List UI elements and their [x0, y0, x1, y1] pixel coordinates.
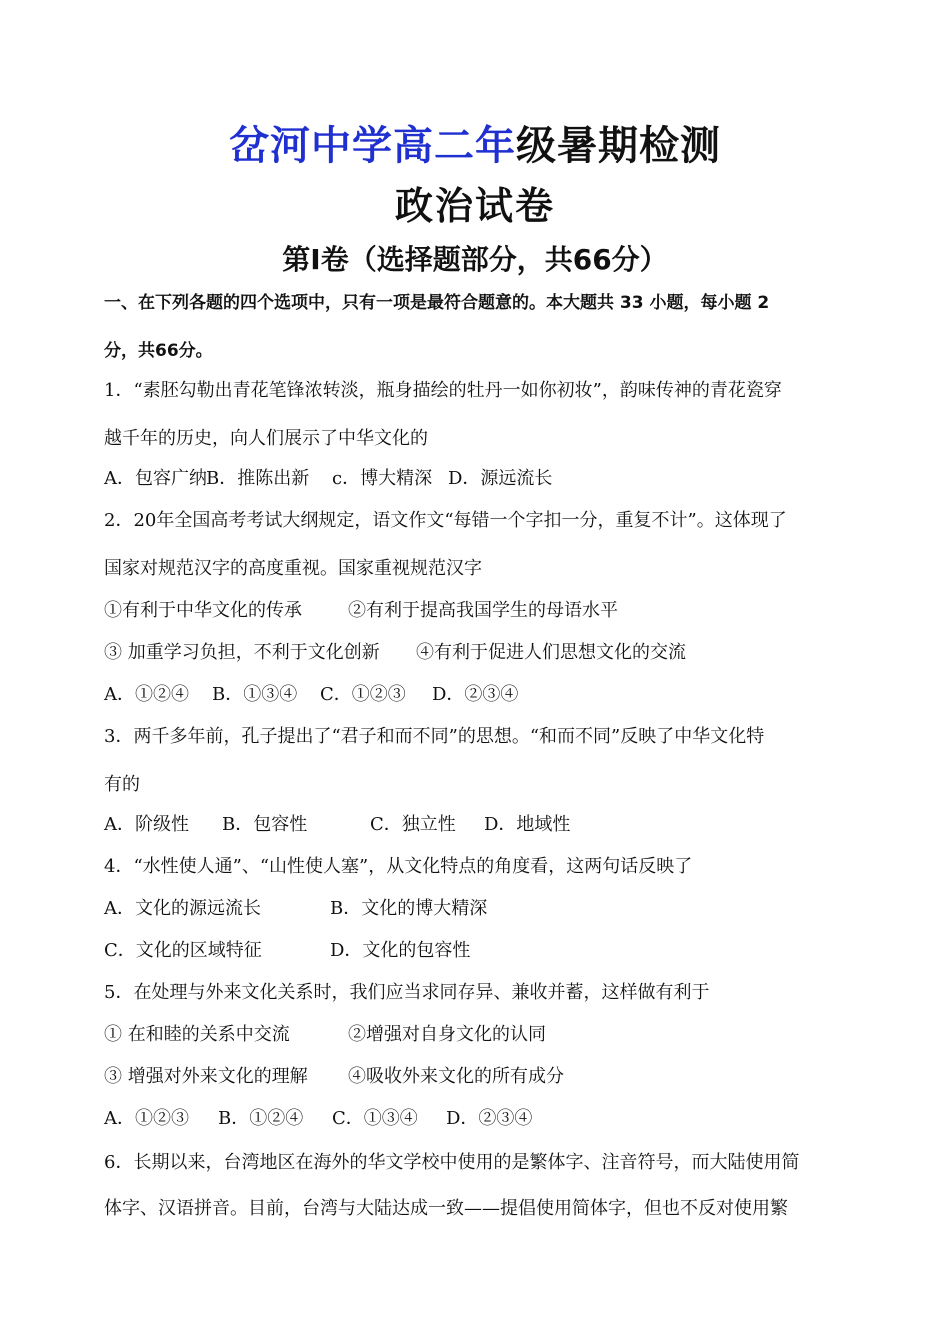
subject-title: 政治试卷 [394, 184, 555, 228]
item-3: ③ 加重学习负担，不利于文化创新 [104, 642, 380, 663]
question-2-stem-cont: 国家对规范汉字的高度重视。国家重视规范汉字 [104, 558, 482, 579]
option-b: B．包容性 [222, 814, 308, 835]
option-a: A．包容广纳 [104, 468, 207, 489]
question-1-options [104, 466, 854, 492]
option-d: D．源远流长 [448, 468, 553, 489]
item-4: ④吸收外来文化的所有成分 [348, 1066, 564, 1087]
question-4-stem: 4．“水性使人通”、“山性使人塞”，从文化特点的角度看，这两句话反映了 [104, 856, 693, 877]
item-2: ②有利于提高我国学生的母语水平 [348, 600, 618, 621]
question-5-items-row-2 [104, 1064, 854, 1090]
option-b: B．①②④ [218, 1108, 304, 1129]
question-5-items-row-1 [104, 1022, 854, 1048]
question-4-options-row-2 [104, 938, 854, 964]
option-c: C．独立性 [370, 814, 456, 835]
option-c: C．文化的区域特征 [104, 940, 262, 961]
question-3-options [104, 812, 854, 838]
option-a: A．文化的源远流长 [104, 898, 261, 919]
option-c: c．博大精深 [332, 468, 433, 489]
question-3-stem-cont: 有的 [104, 774, 140, 795]
option-c: C．①③④ [332, 1108, 418, 1129]
item-1: ①有利于中华文化的传承 [104, 600, 302, 621]
question-2-options [104, 682, 854, 708]
question-2-items-row-1 [104, 598, 854, 624]
question-5-stem: 5．在处理与外来文化关系时，我们应当求同存异、兼收并蓄，这样做有利于 [104, 982, 710, 1003]
question-6-stem: 6．长期以来，台湾地区在海外的华文学校中使用的是繁体字、注音符号，而大陆使用简 [104, 1152, 800, 1173]
exam-name: 级暑期检测 [516, 123, 721, 169]
instructions-line-2: 分，共66分。 [104, 341, 213, 361]
option-d: D．②③④ [446, 1108, 533, 1129]
option-a: A．阶级性 [104, 814, 189, 835]
item-2: ②增强对自身文化的认同 [348, 1024, 546, 1045]
option-b: B．文化的博大精深 [330, 898, 488, 919]
item-4: ④有利于促进人们思想文化的交流 [416, 642, 686, 663]
option-b: B．①③④ [212, 684, 298, 705]
option-d: D．文化的包容性 [330, 940, 471, 961]
option-d: D．地域性 [484, 814, 571, 835]
item-3: ③ 增强对外来文化的理解 [104, 1066, 308, 1087]
exam-title [0, 118, 950, 174]
option-a: A．①②④ [104, 684, 189, 705]
question-5-options [104, 1106, 854, 1132]
question-4-options-row-1 [104, 896, 854, 922]
question-3-stem: 3．两千多年前，孔子提出了“君子和而不同”的思想。“和而不同”反映了中华文化特 [104, 726, 765, 747]
question-2-stem: 2．20年全国高考考试大纲规定，语文作文“每错一个字扣一分，重复不计”。这体现了 [104, 510, 787, 531]
instructions-line-1: 一、在下列各题的四个选项中，只有一项是最符合题意的。本大题共 33 小题，每小题 2 [104, 293, 770, 313]
section-title: 第Ⅰ卷（选择题部分，共66分） [282, 243, 668, 276]
option-c: C．①②③ [320, 684, 406, 705]
option-a: A．①②③ [104, 1108, 189, 1129]
question-1-stem-cont: 越千年的历史，向人们展示了中华文化的 [104, 428, 428, 449]
question-2-items-row-2 [104, 640, 854, 666]
question-1-stem: 1．“素胚勾勒出青花笔锋浓转淡，瓶身描绘的牡丹一如你初妆”，韵味传神的青花瓷穿 [104, 380, 782, 401]
option-b: B．推陈出新 [206, 468, 310, 489]
option-d: D．②③④ [432, 684, 519, 705]
question-6-stem-cont: 体字、汉语拼音。目前，台湾与大陆达成一致——提倡使用简体字，但也不反对使用繁 [104, 1198, 788, 1219]
item-1: ① 在和睦的关系中交流 [104, 1024, 290, 1045]
school-name: 岔河中学高二年 [229, 123, 516, 169]
